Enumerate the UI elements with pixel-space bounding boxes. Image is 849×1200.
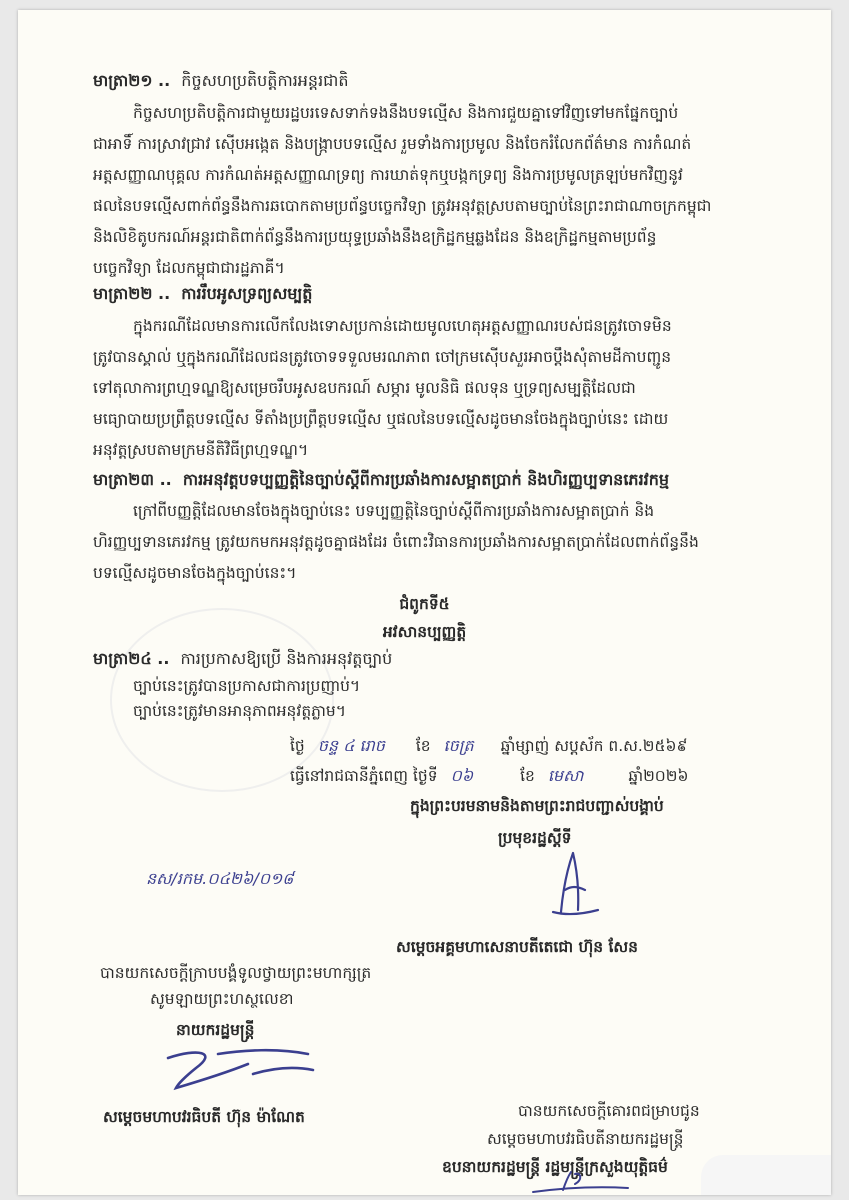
lunar-date-line [290, 735, 687, 757]
acting-head-name: សម្ដេចអគ្គមហាសេនាបតីតេជោ ហ៊ុន សែន [396, 938, 639, 956]
article-24-line: ច្បាប់នេះត្រូវមានអានុភាពអនុវត្តភ្លាម។ [133, 702, 346, 720]
article-24-line: ច្បាប់នេះត្រូវបានប្រកាសជាការប្រញាប់។ [133, 677, 361, 695]
article-21-line: អត្តសញ្ញាណបុគ្គល ការកំណត់អត្តសញ្ញាណទ្រព្យ ការឃាត់ទុកឬបង្កកទ្រព្យ និងការប្រមូលត្រឡប់មកវិញនូវ [93, 166, 683, 184]
left-submission-line1: បានយកសេចក្ដីក្រាបបង្គំទូលថ្វាយព្រះមហាក្សត្រ [100, 964, 372, 982]
article-21-line: កិច្ចសហប្រតិបត្តិការជាមួយរដ្ឋបរទេសទាក់ទងនឹងបទល្មើស និងការជួយគ្នាទៅវិញទៅមកផ្នែកច្បាប់ [133, 104, 679, 122]
acting-head-signature-icon [543, 850, 603, 925]
justice-minister-title: ឧបនាយករដ្ឋមន្ត្រី រដ្ឋមន្ត្រីក្រសួងយុត្តិធម៌ [442, 1158, 668, 1176]
article-21-line: ជាអាទិ៍ ការស្រាវជ្រាវ ស៊ើបអង្កេត និងបង្ក្រាបបទល្មើស រួមទាំងការប្រមូល និងចែករំលែកព័ត៌មាន ការកំណត់ [93, 135, 692, 153]
article-22-line: មធ្យោបាយប្រព្រឹត្តបទល្មើស ទីតាំងប្រព្រឹត្តបទល្មើស ឬផលនៃបទល្មើសដូចមានចែងក្នុងច្បាប់នេះ ដោយ [93, 410, 669, 428]
article-23-label: មាត្រា២៣ .. [93, 470, 172, 489]
article-22-line: ក្នុងករណីដែលមានការលើកលែងទោសប្រកាន់ដោយមូលហេតុអត្តសញ្ញាណរបស់ជនត្រូវចោទមិន [133, 317, 672, 335]
solar-date-line [290, 765, 688, 787]
left-submission-line2: សូមឡាយព្រះហស្ថលេខា [150, 990, 294, 1008]
article-24-title: ការប្រកាសឱ្យប្រើ និងការអនុវត្តច្បាប់ [180, 649, 393, 668]
article-22-title: ការរឹបអូសទ្រព្យសម្បត្តិ [181, 284, 313, 303]
royal-authority-line1: ក្នុងព្រះបរមនាមនិងតាមព្រះរាជបញ្ជាស់បង្គាប់ [410, 797, 664, 815]
chapter-title: អវសានប្បញ្ញត្តិ [382, 623, 467, 641]
article-23-heading [93, 469, 669, 491]
article-24-label: មាត្រា២៤ .. [93, 649, 170, 668]
solar-year: ឆ្នាំ២០២៦ [628, 767, 689, 785]
article-21-label: មាត្រា២១ .. [93, 71, 171, 90]
royal-authority-line2: ប្រមុខរដ្ឋស្ដីទី [498, 829, 572, 847]
prime-minister-name: សម្ដេចមហាបវរធិបតី ហ៊ុន ម៉ាណែត [103, 1108, 305, 1126]
chapter-number: ជំពូកទី៥ [399, 595, 450, 613]
prime-minister-title: នាយករដ្ឋមន្ត្រី [176, 1021, 255, 1039]
article-21-title: កិច្ចសហប្រតិបត្តិការអន្តរជាតិ [181, 71, 349, 90]
solar-day-handwritten: ០៦ [450, 766, 474, 785]
document-page [18, 10, 831, 1195]
article-21-heading [93, 70, 349, 92]
article-23-title: ការអនុវត្តបទប្បញ្ញត្តិនៃច្បាប់ស្ដីពីការប្រឆាំងការសម្អាតប្រាក់ និងហិរញ្ញប្បទានភេរវកម្ម [182, 470, 670, 489]
article-22-heading [93, 283, 312, 305]
justice-minister-signature-icon [523, 1170, 633, 1195]
lunar-day-label: ថ្ងៃ [290, 737, 305, 755]
article-23-line: ក្រៅពីបញ្ញត្តិដែលមានចែងក្នុងច្បាប់នេះ បទប្បញ្ញត្តិនៃច្បាប់ស្ដីពីការប្រឆាំងការសម្អាតប្រាក់ និង [133, 502, 655, 520]
reference-number: នស/រកម.០៤២៦/០១៨ [146, 869, 294, 888]
page-corner [701, 1155, 831, 1195]
right-submission-line1: បានយកសេចក្ដីគោរពជម្រាបជូន [518, 1102, 700, 1120]
article-22-line: ទៅតុលាការព្រហ្មទណ្ឌឱ្យសម្រេចរឹបអូសឧបករណ៍ សម្ភារ មូលនិធិ ផលទុន ឬទ្រព្យសម្បត្តិដែលជា [93, 379, 636, 397]
article-23-line: ហិរញ្ញប្បទានភេរវកម្ម ត្រូវយកមកអនុវត្តដូចគ្នាផងដែរ ចំពោះវិធានការប្រឆាំងការសម្អាតប្រាក់ដែលពាក់ព័ន្ធនឹង [93, 533, 699, 551]
lunar-month-label: ខែ [415, 737, 431, 755]
lunar-month-handwritten: ចេត្រ [443, 736, 474, 755]
article-22-line: ត្រូវបានស្គាល់ ឬក្នុងករណីដែលជនត្រូវចោទទទួលមរណភាព ចៅក្រមស៊ើបសួរអាចប្ដឹងសុំតាមដីកាបញ្ជូន [93, 348, 672, 366]
solar-date-prefix: ធ្វើនៅរាជធានីភ្នំពេញ ថ្ងៃទី [290, 767, 438, 785]
article-21-line: ផលនៃបទល្មើសពាក់ព័ន្ធនឹងការឆបោកតាមប្រព័ន្ធបច្ចេកវិទ្យា ត្រូវអនុវត្តស្របតាមច្បាប់នៃព្រះរាជាណាចក្រកម្ពុជា [93, 197, 712, 215]
article-21-line: បច្ចេកវិទ្យា ដែលកម្ពុជាជារដ្ឋភាគី។ [93, 259, 285, 277]
article-21-line: និងលិខិតូបករណ៍អន្តរជាតិពាក់ព័ន្ធនឹងការប្រយុទ្ធប្រឆាំងនឹងឧក្រិដ្ឋកម្មឆ្លងដែន និងឧក្រិដ្ឋកម្មតាមប្រព័ន្ធ [93, 228, 657, 246]
article-22-line: អនុវត្តស្របតាមក្រមនីតិវិធីព្រហ្មទណ្ឌ។ [93, 441, 309, 459]
lunar-year-text: ឆ្នាំម្សាញ់ សប្តស័ក ព.ស.២៥៦៩ [500, 737, 688, 755]
right-submission-line2: សម្ដេចមហាបវរធិបតីនាយករដ្ឋមន្ត្រី [487, 1130, 684, 1148]
article-23-line: បទល្មើសដូចមានចែងក្នុងច្បាប់នេះ។ [93, 564, 297, 582]
solar-month-handwritten: មេសា [547, 766, 584, 785]
prime-minister-signature-icon [148, 1040, 318, 1100]
solar-month-label: ខែ [520, 767, 535, 785]
lunar-day-handwritten: ចន្ទ ៤ រោច [317, 736, 385, 755]
article-22-label: មាត្រា២២ .. [93, 284, 171, 303]
